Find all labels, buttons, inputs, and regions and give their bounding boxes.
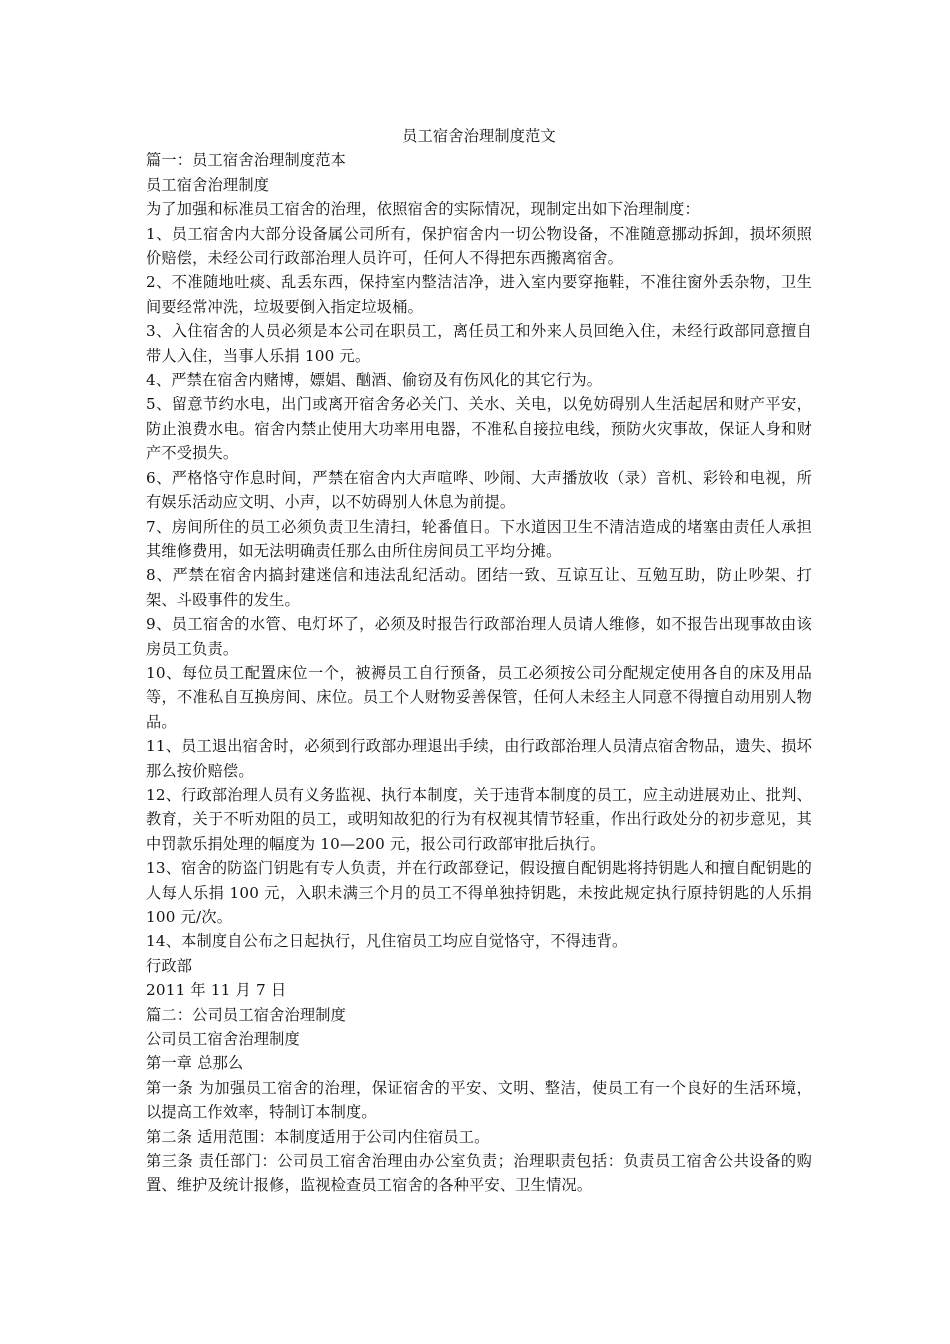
paragraph-list <box>146 148 812 1197</box>
paragraph: 2011 年 11 月 7 日 <box>146 981 287 1000</box>
paragraph: 11、员工退出宿舍时，必须到行政部办理退出手续，由行政部治理人员清点宿舍物品，遗失、损坏那么按价赔偿。 <box>146 737 813 780</box>
paragraph: 7、房间所住的员工必须负责卫生清扫，轮番值日。下水道因卫生不清洁造成的堵塞由责任人承担其维修费用，如无法明确责任那么由所住房间员工平均分摊。 <box>146 517 812 560</box>
paragraph: 6、严格恪守作息时间，严禁在宿舍内大声喧哗、吵闹、大声播放收（录）音机、彩铃和电视，所有娱乐活动应文明、小声，以不妨碍别人休息为前提。 <box>146 468 812 512</box>
paragraph: 为了加强和标准员工宿舍的治理，依照宿舍的实际情况，现制定出如下治理制度： <box>146 200 700 219</box>
paragraph: 员工宿舍治理制度 <box>146 175 270 194</box>
paragraph: 5、留意节约水电，出门或离开宿舍务必关门、关水、关电，以免妨碍别人生活起居和财产平安，防止浪费水电。宿舍内禁止使用大功率用电器，不准私自接拉电线，预防火灾事故，保证人身和财产不受损失。 <box>146 395 812 463</box>
paragraph: 10、每位员工配置床位一个，被褥员工自行预备，员工必须按公司分配规定使用各自的床及用品等，不准私自互换房间、床位。员工个人财物妥善保管，任何人未经主人同意不得擅自动用别人物品。 <box>146 663 812 731</box>
paragraph: 3、入住宿舍的人员必须是本公司在职员工，离任员工和外来人员回绝入住，未经行政部同意擅自带人入住，当事人乐捐 100 元。 <box>146 322 812 365</box>
paragraph: 篇二：公司员工宿舍治理制度 <box>146 1005 347 1024</box>
paragraph: 第二条 适用范围：本制度适用于公司内住宿员工。 <box>146 1127 490 1146</box>
paragraph: 8、严禁在宿舍内搞封建迷信和违法乱纪活动。团结一致、互谅互让、互勉互助，防止吵架、打架、斗殴事件的发生。 <box>146 566 812 609</box>
paragraph: 13、宿舍的防盗门钥匙有专人负责，并在行政部登记，假设擅自配钥匙将持钥匙人和擅自配钥匙的人每人乐捐 100 元，入职未满三个月的员工不得单独持钥匙，未按此规定执行原持钥匙的人乐捐 100 元/次。 <box>146 859 813 926</box>
document-title: 员工宿舍治理制度范文 <box>402 127 556 145</box>
paragraph: 1、员工宿舍内大部分设备属公司所有，保护宿舍内一切公物设备，不准随意挪动拆卸，损坏须照价赔偿，未经公司行政部治理人员许可，任何人不得把东西搬离宿舍。 <box>146 224 812 268</box>
paragraph: 第三条 责任部门：公司员工宿舍治理由办公室负责；治理职责包括：负责员工宿舍公共设备的购置、维护及统计报修，监视检查员工宿舍的各种平安、卫生情况。 <box>146 1152 812 1195</box>
paragraph: 14、本制度自公布之日起执行，凡住宿员工均应自觉恪守，不得违背。 <box>146 932 628 951</box>
document-body <box>146 124 812 1198</box>
paragraph: 12、行政部治理人员有义务监视、执行本制度，关于违背本制度的员工，应主动进展劝止、批判、教育，关于不听劝阻的员工，或明知故犯的行为有权视其情节轻重，作出行政处分的初步意见，其中罚款乐捐处理的幅度为 10—200 元，报公司行政部审批后执行。 <box>146 785 813 853</box>
paragraph: 公司员工宿舍治理制度 <box>146 1030 300 1049</box>
paragraph: 第一章 总那么 <box>146 1054 244 1073</box>
paragraph: 第一条 为加强员工宿舍的治理，保证宿舍的平安、文明、整洁，使员工有一个良好的生活环境，以提高工作效率，特制订本制度。 <box>146 1078 812 1122</box>
paragraph: 4、严禁在宿舍内赌博，嫖娼、酗酒、偷窃及有伤风化的其它行为。 <box>146 371 603 390</box>
paragraph: 篇一：员工宿舍治理制度范本 <box>146 151 347 170</box>
paragraph: 2、不准随地吐痰、乱丢东西，保持室内整洁洁净，进入室内要穿拖鞋，不准往窗外丢杂物，卫生间要经常冲洗，垃圾要倒入指定垃圾桶。 <box>146 273 812 316</box>
paragraph: 9、员工宿舍的水管、电灯坏了，必须及时报告行政部治理人员请人维修，如不报告出现事故由该房员工负责。 <box>146 615 812 658</box>
paragraph: 行政部 <box>146 956 193 975</box>
